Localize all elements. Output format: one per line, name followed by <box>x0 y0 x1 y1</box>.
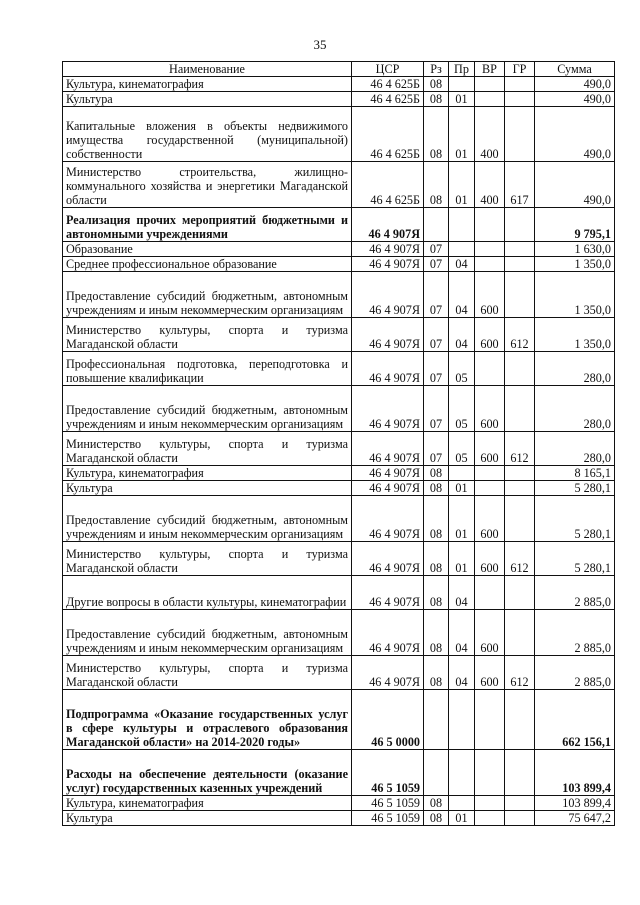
cell-vr: 600 <box>475 386 505 432</box>
cell-pr <box>449 242 475 257</box>
cell-vr: 600 <box>475 656 505 690</box>
cell-sum: 662 156,1 <box>535 690 615 750</box>
cell-pr: 05 <box>449 352 475 386</box>
cell-name: Образование <box>63 242 352 257</box>
table-row <box>63 542 615 576</box>
cell-vr <box>475 257 505 272</box>
table-row <box>63 432 615 466</box>
cell-csr: 46 4 907Я <box>352 656 424 690</box>
cell-name: Реализация прочих мероприятий бюджетными и автономными учреждениями <box>63 208 352 242</box>
cell-gr <box>505 466 535 481</box>
cell-vr: 400 <box>475 162 505 208</box>
budget-table <box>62 61 615 826</box>
cell-csr: 46 4 907Я <box>352 257 424 272</box>
cell-vr <box>475 796 505 811</box>
cell-pr: 01 <box>449 162 475 208</box>
cell-csr: 46 4 625Б <box>352 162 424 208</box>
table-row <box>63 208 615 242</box>
cell-gr <box>505 242 535 257</box>
cell-name: Подпрограмма «Оказание государственных услуг в сфере культуры и отраслевого образования Магаданской области» на 2014-2020 годы» <box>63 690 352 750</box>
cell-sum: 1 350,0 <box>535 318 615 352</box>
cell-rz: 08 <box>424 466 449 481</box>
cell-name: Культура <box>63 481 352 496</box>
cell-name: Культура <box>63 92 352 107</box>
cell-gr <box>505 811 535 826</box>
cell-vr: 600 <box>475 318 505 352</box>
table-row <box>63 811 615 826</box>
cell-name: Министерство культуры, спорта и туризма Магаданской области <box>63 542 352 576</box>
cell-vr: 400 <box>475 107 505 162</box>
cell-pr <box>449 750 475 796</box>
col-header-csr: ЦСР <box>352 62 424 77</box>
cell-sum: 8 165,1 <box>535 466 615 481</box>
cell-vr <box>475 352 505 386</box>
cell-sum: 1 630,0 <box>535 242 615 257</box>
cell-rz: 08 <box>424 811 449 826</box>
cell-rz: 07 <box>424 432 449 466</box>
cell-csr: 46 4 907Я <box>352 318 424 352</box>
cell-vr: 600 <box>475 272 505 318</box>
cell-csr: 46 4 907Я <box>352 272 424 318</box>
cell-pr <box>449 466 475 481</box>
cell-vr: 600 <box>475 610 505 656</box>
cell-pr: 04 <box>449 272 475 318</box>
cell-csr: 46 5 1059 <box>352 796 424 811</box>
cell-sum: 75 647,2 <box>535 811 615 826</box>
cell-pr: 04 <box>449 318 475 352</box>
col-header-sum: Сумма <box>535 62 615 77</box>
cell-rz <box>424 690 449 750</box>
cell-pr: 01 <box>449 496 475 542</box>
cell-pr: 01 <box>449 107 475 162</box>
cell-csr: 46 4 907Я <box>352 576 424 610</box>
cell-sum: 490,0 <box>535 162 615 208</box>
cell-rz: 08 <box>424 496 449 542</box>
col-header-gr: ГР <box>505 62 535 77</box>
cell-sum: 5 280,1 <box>535 496 615 542</box>
table-row <box>63 656 615 690</box>
cell-rz: 08 <box>424 610 449 656</box>
cell-name: Министерство строительства, жилищно-коммунального хозяйства и энергетики Магаданской области <box>63 162 352 208</box>
table-row <box>63 318 615 352</box>
table-row <box>63 242 615 257</box>
cell-sum: 490,0 <box>535 92 615 107</box>
cell-pr: 01 <box>449 542 475 576</box>
table-row <box>63 257 615 272</box>
table-row <box>63 496 615 542</box>
cell-pr: 04 <box>449 257 475 272</box>
cell-rz <box>424 208 449 242</box>
cell-gr <box>505 77 535 92</box>
cell-csr: 46 4 907Я <box>352 542 424 576</box>
col-header-vr: ВР <box>475 62 505 77</box>
table-row <box>63 466 615 481</box>
cell-name: Предоставление субсидий бюджетным, автономным учреждениям и иным некоммерческим организациям <box>63 610 352 656</box>
cell-sum: 490,0 <box>535 107 615 162</box>
cell-csr: 46 4 907Я <box>352 352 424 386</box>
table-row <box>63 481 615 496</box>
cell-gr <box>505 272 535 318</box>
cell-name: Министерство культуры, спорта и туризма Магаданской области <box>63 656 352 690</box>
cell-pr <box>449 208 475 242</box>
cell-vr <box>475 466 505 481</box>
cell-rz: 08 <box>424 77 449 92</box>
cell-name: Министерство культуры, спорта и туризма Магаданской области <box>63 318 352 352</box>
cell-sum: 490,0 <box>535 77 615 92</box>
cell-rz: 08 <box>424 576 449 610</box>
cell-sum: 5 280,1 <box>535 542 615 576</box>
table-row <box>63 386 615 432</box>
cell-vr <box>475 811 505 826</box>
cell-sum: 280,0 <box>535 432 615 466</box>
cell-name: Предоставление субсидий бюджетным, автономным учреждениям и иным некоммерческим организациям <box>63 386 352 432</box>
cell-gr <box>505 386 535 432</box>
cell-name: Культура, кинематография <box>63 796 352 811</box>
cell-name: Министерство культуры, спорта и туризма Магаданской области <box>63 432 352 466</box>
cell-vr: 600 <box>475 542 505 576</box>
cell-gr: 612 <box>505 318 535 352</box>
table-row <box>63 690 615 750</box>
table-row <box>63 576 615 610</box>
cell-vr: 600 <box>475 432 505 466</box>
col-header-name: Наименование <box>63 62 352 77</box>
table-body <box>63 77 615 826</box>
cell-rz: 08 <box>424 542 449 576</box>
table-row <box>63 750 615 796</box>
cell-name: Капитальные вложения в объекты недвижимого имущества государственной (муниципальной) собственности <box>63 107 352 162</box>
cell-sum: 103 899,4 <box>535 750 615 796</box>
cell-csr: 46 4 907Я <box>352 432 424 466</box>
cell-vr <box>475 77 505 92</box>
cell-rz: 07 <box>424 257 449 272</box>
cell-csr: 46 4 907Я <box>352 208 424 242</box>
cell-gr: 617 <box>505 162 535 208</box>
cell-pr <box>449 796 475 811</box>
cell-rz: 08 <box>424 656 449 690</box>
table-row <box>63 92 615 107</box>
cell-gr <box>505 576 535 610</box>
table-row <box>63 352 615 386</box>
cell-rz: 08 <box>424 92 449 107</box>
cell-name: Другие вопросы в области культуры, кинематографии <box>63 576 352 610</box>
cell-csr: 46 4 907Я <box>352 466 424 481</box>
cell-csr: 46 4 907Я <box>352 610 424 656</box>
cell-rz: 07 <box>424 352 449 386</box>
cell-csr: 46 4 907Я <box>352 481 424 496</box>
table-header-row <box>63 62 615 77</box>
cell-sum: 2 885,0 <box>535 576 615 610</box>
cell-gr <box>505 750 535 796</box>
cell-csr: 46 5 1059 <box>352 750 424 796</box>
cell-sum: 1 350,0 <box>535 257 615 272</box>
cell-pr: 04 <box>449 656 475 690</box>
cell-name: Культура <box>63 811 352 826</box>
table-row <box>63 272 615 318</box>
cell-name: Культура, кинематография <box>63 466 352 481</box>
cell-vr: 600 <box>475 496 505 542</box>
cell-pr: 05 <box>449 432 475 466</box>
cell-gr <box>505 610 535 656</box>
col-header-rz: Рз <box>424 62 449 77</box>
cell-name: Среднее профессиональное образование <box>63 257 352 272</box>
cell-pr: 04 <box>449 610 475 656</box>
cell-rz: 08 <box>424 796 449 811</box>
cell-pr <box>449 690 475 750</box>
cell-pr: 01 <box>449 811 475 826</box>
cell-gr <box>505 352 535 386</box>
cell-gr <box>505 107 535 162</box>
cell-csr: 46 4 625Б <box>352 107 424 162</box>
cell-csr: 46 4 907Я <box>352 386 424 432</box>
cell-gr <box>505 208 535 242</box>
cell-rz: 08 <box>424 481 449 496</box>
cell-name: Культура, кинематография <box>63 77 352 92</box>
cell-csr: 46 4 907Я <box>352 496 424 542</box>
cell-csr: 46 4 625Б <box>352 92 424 107</box>
cell-rz <box>424 750 449 796</box>
cell-gr <box>505 257 535 272</box>
page-number: 35 <box>313 37 327 52</box>
cell-rz: 08 <box>424 162 449 208</box>
cell-vr <box>475 481 505 496</box>
cell-gr <box>505 796 535 811</box>
cell-vr <box>475 690 505 750</box>
cell-vr <box>475 208 505 242</box>
cell-gr <box>505 496 535 542</box>
cell-csr: 46 4 625Б <box>352 77 424 92</box>
cell-gr: 612 <box>505 432 535 466</box>
cell-vr <box>475 576 505 610</box>
col-header-pr: Пр <box>449 62 475 77</box>
cell-sum: 1 350,0 <box>535 272 615 318</box>
cell-pr: 04 <box>449 576 475 610</box>
cell-sum: 280,0 <box>535 352 615 386</box>
cell-sum: 9 795,1 <box>535 208 615 242</box>
table-row <box>63 77 615 92</box>
cell-name: Профессиональная подготовка, переподготовка и повышение квалификации <box>63 352 352 386</box>
cell-rz: 07 <box>424 318 449 352</box>
cell-gr <box>505 92 535 107</box>
cell-pr: 01 <box>449 92 475 107</box>
cell-rz: 07 <box>424 386 449 432</box>
table-row <box>63 796 615 811</box>
cell-csr: 46 4 907Я <box>352 242 424 257</box>
cell-gr <box>505 481 535 496</box>
cell-gr: 612 <box>505 542 535 576</box>
cell-rz: 07 <box>424 272 449 318</box>
cell-pr: 05 <box>449 386 475 432</box>
table-row <box>63 107 615 162</box>
cell-vr <box>475 750 505 796</box>
cell-csr: 46 5 0000 <box>352 690 424 750</box>
table-row <box>63 162 615 208</box>
cell-pr <box>449 77 475 92</box>
cell-csr: 46 5 1059 <box>352 811 424 826</box>
cell-sum: 103 899,4 <box>535 796 615 811</box>
cell-rz: 08 <box>424 107 449 162</box>
cell-name: Предоставление субсидий бюджетным, автономным учреждениям и иным некоммерческим организациям <box>63 272 352 318</box>
cell-rz: 07 <box>424 242 449 257</box>
cell-name: Предоставление субсидий бюджетным, автономным учреждениям и иным некоммерческим организациям <box>63 496 352 542</box>
cell-sum: 280,0 <box>535 386 615 432</box>
cell-gr: 612 <box>505 656 535 690</box>
cell-pr: 01 <box>449 481 475 496</box>
cell-vr <box>475 242 505 257</box>
cell-name: Расходы на обеспечение деятельности (оказание услуг) государственных казенных учреждений <box>63 750 352 796</box>
cell-gr <box>505 690 535 750</box>
cell-vr <box>475 92 505 107</box>
cell-sum: 2 885,0 <box>535 610 615 656</box>
cell-sum: 2 885,0 <box>535 656 615 690</box>
table-row <box>63 610 615 656</box>
cell-sum: 5 280,1 <box>535 481 615 496</box>
